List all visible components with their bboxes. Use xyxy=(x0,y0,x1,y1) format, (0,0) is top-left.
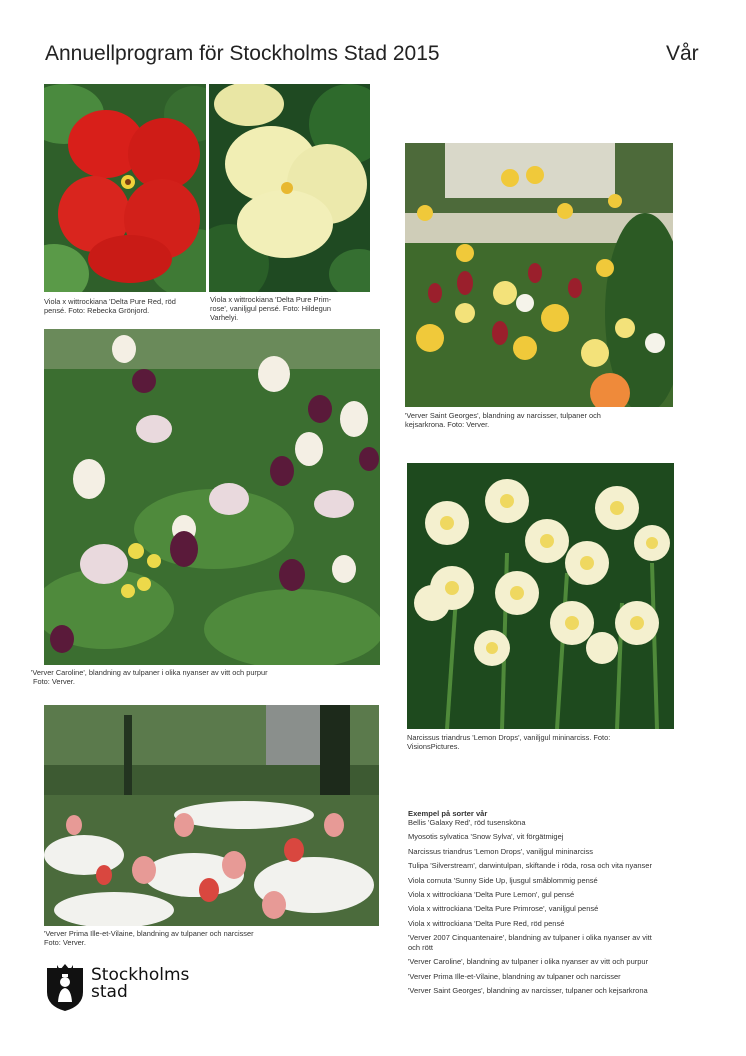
caption-lemon-drops: Narcissus triandrus 'Lemon Drops', vaniljgul mininarciss. Foto: VisionsPictures. xyxy=(407,733,611,751)
list-item: Narcissus triandrus 'Lemon Drops', vaniljgul mininarciss xyxy=(408,846,594,856)
list-item: Bellis 'Galaxy Red', röd tusensköna xyxy=(408,818,526,827)
list-item: och rött xyxy=(408,942,434,952)
list-item: 'Verver Prima Ille-et-Vilaine, blandning av tulpaner och narcisser xyxy=(408,971,621,981)
photo-primrose-pansy xyxy=(209,84,370,292)
photo-verver-caroline xyxy=(44,329,380,665)
varieties-list xyxy=(408,809,708,1000)
caption-primrose-pansy: Viola x wittrockiana 'Delta Pure Prim- rose', vaniljgul pensé. Foto: Hildegun Varhelyi. xyxy=(210,295,332,322)
photo-red-pansy xyxy=(44,84,206,292)
city-seal-icon xyxy=(45,962,85,1012)
list-item: 'Verver Saint Georges', blandning av narcisser, tulpaner och kejsarkrona xyxy=(408,985,648,995)
list-item: Viola x wittrockiana 'Delta Pure Primrose', vaniljgul pensé xyxy=(408,904,599,914)
list-item: 'Verver Caroline', blandning av tulpaner i olika nyanser av vitt och purpur xyxy=(408,957,649,967)
photo-lemon-drops xyxy=(407,463,674,729)
photo-verver-saint-georges xyxy=(405,143,673,407)
logo-wordmark: Stockholms stad xyxy=(91,965,190,1002)
page-title: Annuellprogram för Stockholms Stad 2015 xyxy=(45,42,440,65)
list-item: Viola cornuta 'Sunny Side Up, ljusgul småblommig pensé xyxy=(408,875,598,885)
photo-verver-prima xyxy=(44,705,379,926)
season-label: Vår xyxy=(666,42,699,65)
caption-verver-caroline: 'Verver Caroline', blandning av tulpaner i olika nyanser av vitt och purpur Foto: Verver. xyxy=(31,668,268,686)
list-item: Tulipa 'Silverstream', darwintulpan, skiftande i röda, rosa och vita nyanser xyxy=(408,861,652,871)
caption-red-pansy: Viola x wittrockiana 'Delta Pure Red, röd pensé. Foto: Rebecka Grönjord. xyxy=(44,297,176,315)
list-item: Myosotis sylvatica 'Snow Sylva', vit förgätmigej xyxy=(408,832,564,842)
list-item: 'Verver 2007 Cinquantenaire', blandning av tulpaner i olika nyanser av vitt xyxy=(408,933,652,943)
varieties-heading: Exempel på sorter vår xyxy=(408,809,488,818)
caption-verver-saint-georges: 'Verver Saint Georges', blandning av narcisser, tulpaner och kejsarkrona. Foto: Verver. xyxy=(405,411,601,429)
caption-verver-prima: 'Verver Prima Ille-et-Vilaine, blandning av tulpaner och narcisser Foto: Verver. xyxy=(44,929,254,947)
list-item: Viola x wittrockiana 'Delta Pure Lemon', gul pensé xyxy=(408,889,575,899)
stockholm-logo xyxy=(45,962,205,1014)
list-item: Viola x wittrockiana 'Delta Pure Red, röd pensé xyxy=(408,918,565,928)
